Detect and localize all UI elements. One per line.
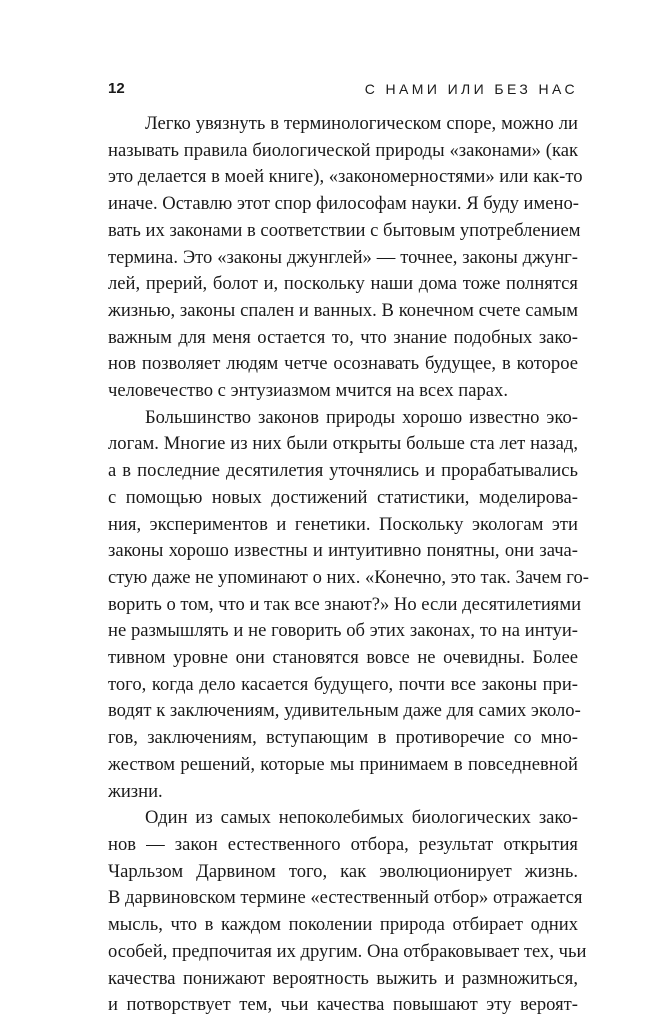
text-line: это делается в моей книге), «закономерностями» или как-то [108, 166, 583, 188]
text-line: вать их законами в соответствии с бытовым употреблением [108, 219, 581, 241]
text-line: того, когда дело касается будущего, почти все законы при- [108, 673, 578, 695]
text-line: тивном уровне они становятся вовсе не очевидны. Более [108, 647, 578, 669]
text-line: нов — закон естественного отбора, результат открытия [108, 833, 578, 855]
text-line: жеством решений, которые мы принимаем в повседневной [108, 753, 578, 775]
text-line: иначе. Оставлю этот спор философам науки. Я буду имено- [108, 193, 579, 215]
text-line: особей, предпочитая их другим. Она отбраковывает тех, чьи [108, 940, 587, 962]
text-line: не размышлять и не говорить об этих законах, то на интуи- [108, 620, 578, 642]
page-number: 12 [108, 80, 125, 97]
text-line: а в последние десятилетия уточнялись и прорабатывались [108, 460, 578, 482]
text-line: гов, заключениям, вступающим в противоречие со мно- [108, 727, 578, 749]
text-line: стую даже не упоминают о них. «Конечно, это так. Зачем го- [108, 566, 589, 588]
text-line: логам. Многие из них были открыты больше ста лет назад, [108, 433, 578, 455]
paragraph [108, 111, 583, 405]
body-text [108, 111, 589, 1019]
text-line: В дарвиновском термине «естественный отбор» отражается [108, 887, 583, 909]
text-line: Легко увязнуть в терминологическом споре, можно ли [145, 113, 578, 134]
text-line: жизни. [108, 780, 163, 802]
text-line: ворить о том, что и так все знают?» Но если десятилетиями [108, 593, 582, 615]
text-line: термина. Это «законы джунглей» — точнее, законы джунг- [108, 246, 578, 268]
text-line: Большинство законов природы хорошо известно эко- [145, 406, 578, 428]
text-line: качества понижают вероятность выжить и размножиться, [108, 967, 578, 989]
text-line: Один из самых непоколебимых биологических зако- [145, 807, 578, 829]
paragraph [108, 805, 587, 1019]
text-line: Чарльзом Дарвином того, как эволюционирует жизнь. [108, 860, 578, 882]
running-title: С НАМИ ИЛИ БЕЗ НАС [364, 81, 578, 97]
text-line: лей, прерий, болот и, поскольку наши дома тоже полнятся [108, 273, 578, 295]
running-head [108, 76, 578, 102]
text-line: водят к заключениям, удивительным даже для самих эколо- [108, 700, 581, 722]
text-line: с помощью новых достижений статистики, моделирова- [108, 486, 578, 508]
text-line: законы хорошо известны и интуитивно понятны, они зача- [108, 540, 578, 562]
paragraph [108, 405, 589, 806]
text-line: и потворствует тем, чьи качества повышают эту вероят- [108, 994, 578, 1016]
text-line: называть правила биологической природы «законами» (как [108, 139, 578, 161]
text-line: ния, экспериментов и генетики. Поскольку экологам эти [108, 513, 578, 535]
text-line: важным для меня остается то, что знание подобных зако- [108, 326, 578, 348]
text-line: нов позволяет людям четче осознавать будущее, в которое [108, 353, 578, 375]
text-line: человечество с энтузиазмом мчится на всех парах. [108, 380, 508, 402]
text-line: мысль, что в каждом поколении природа отбирает одних [108, 914, 578, 936]
text-line: жизнью, законы спален и ванных. В конечном счете самым [108, 299, 578, 321]
